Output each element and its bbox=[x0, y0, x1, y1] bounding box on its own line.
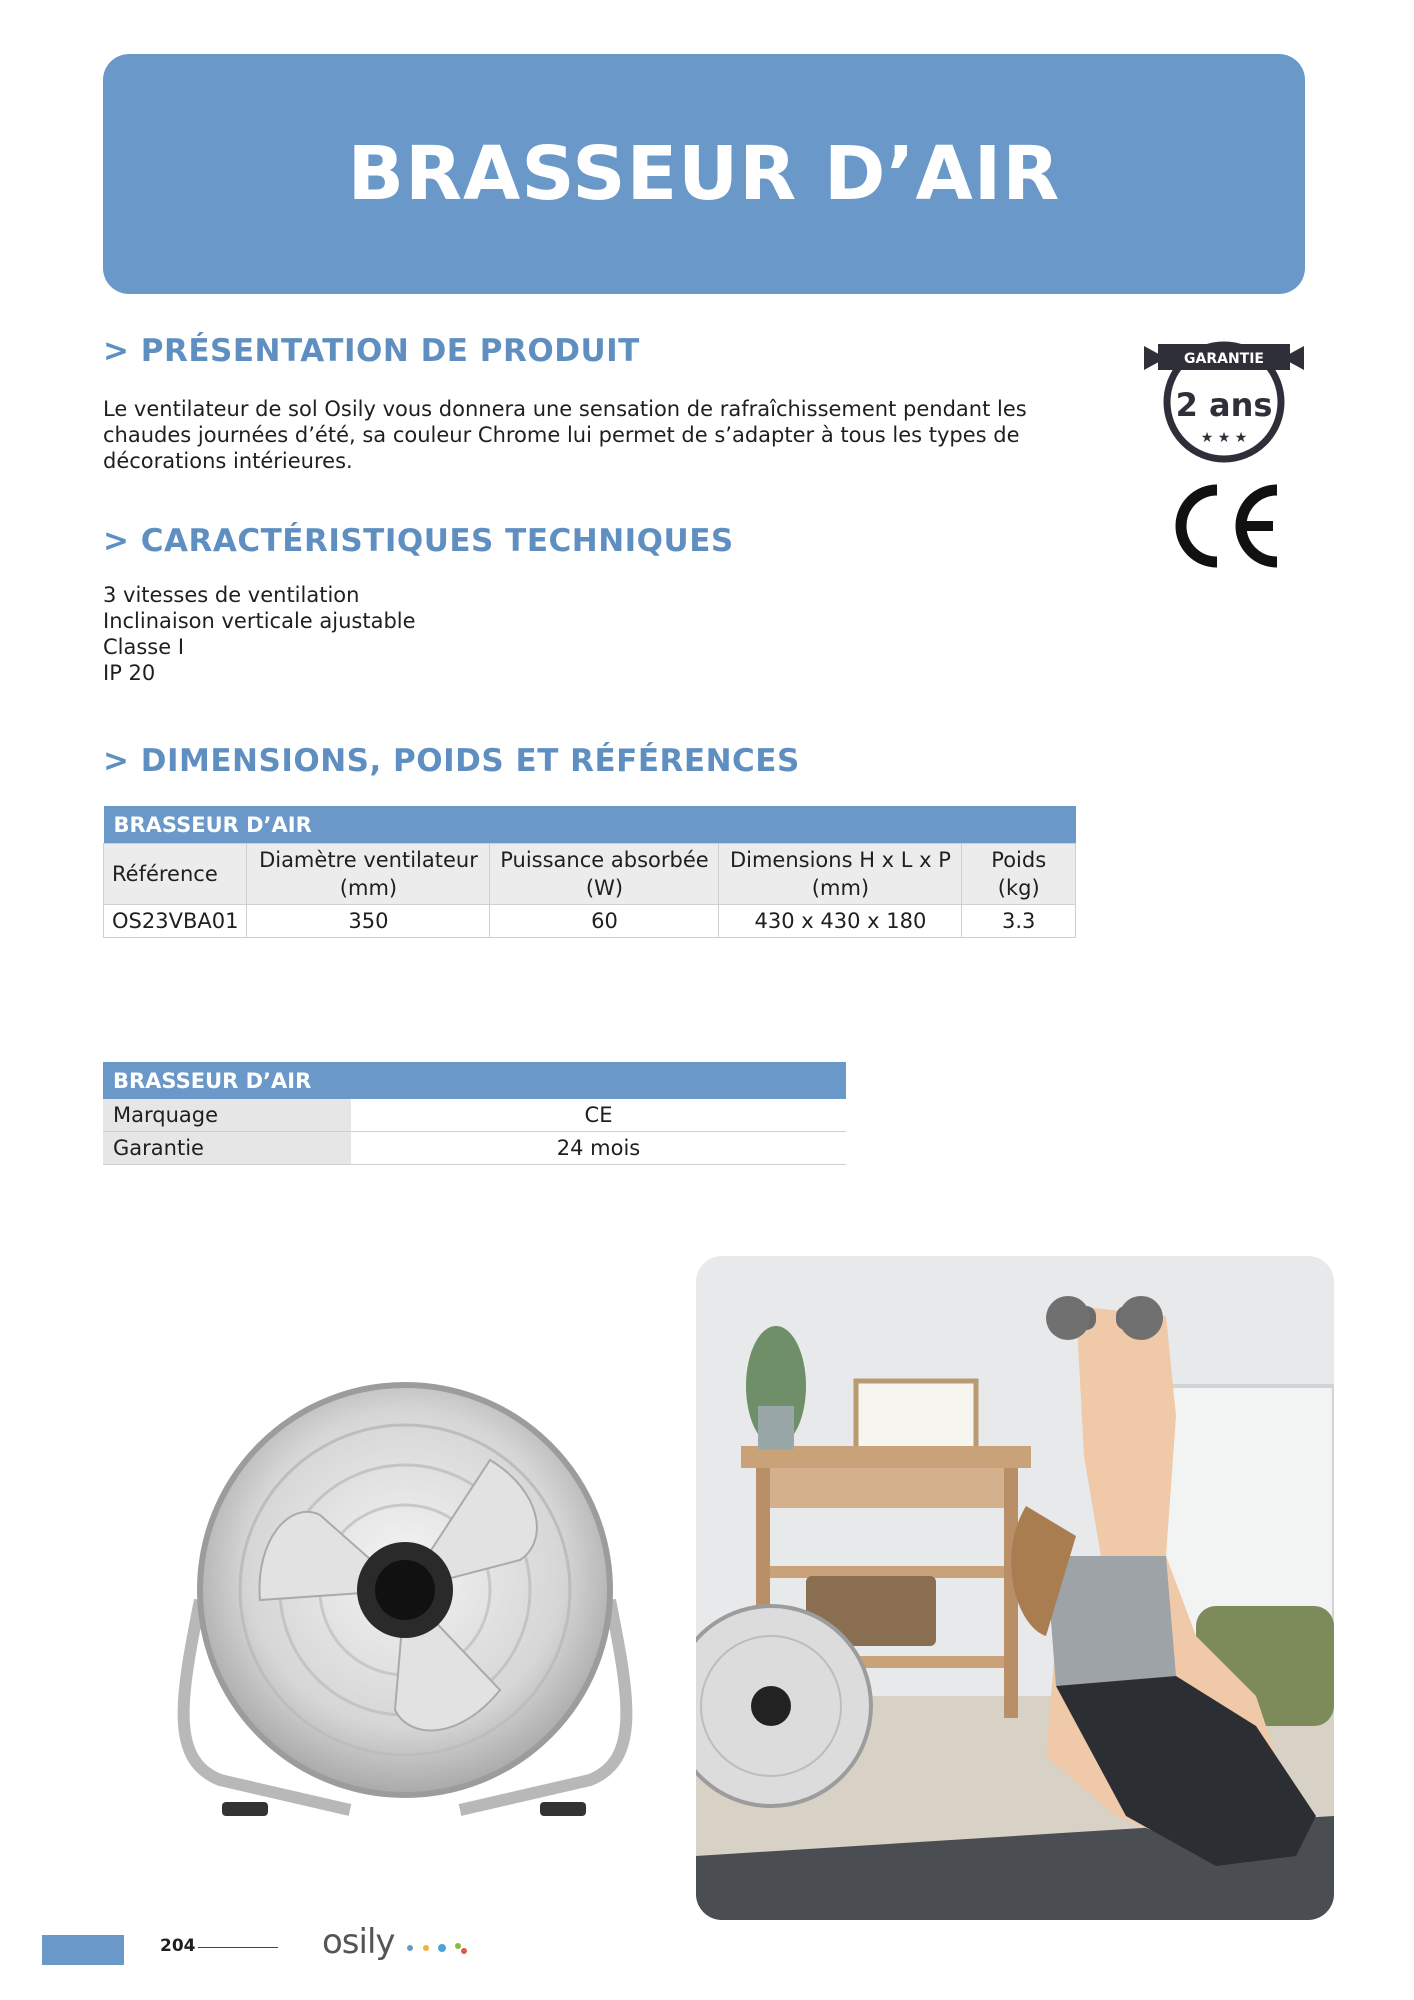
logo-dots-icon bbox=[400, 1938, 480, 1958]
section-title-presentation: > PRÉSENTATION DE PRODUIT bbox=[103, 333, 640, 369]
badge-value: 2 ans bbox=[1175, 386, 1273, 424]
footer-bar bbox=[42, 1935, 124, 1965]
brand-logo: osily bbox=[322, 1922, 395, 1962]
section-title-dimensions: > DIMENSIONS, POIDS ET RÉFÉRENCES bbox=[103, 743, 800, 779]
list-item: IP 20 bbox=[103, 661, 156, 685]
cell-value: 24 mois bbox=[351, 1132, 846, 1165]
dimensions-table bbox=[103, 806, 1076, 938]
fan-product-image bbox=[160, 1370, 650, 1840]
cell-reference: OS23VBA01 bbox=[104, 905, 247, 938]
cell-puissance: 60 bbox=[490, 905, 719, 938]
section-title-caracteristiques: > CARACTÉRISTIQUES TECHNIQUES bbox=[103, 523, 734, 559]
cell-value: CE bbox=[351, 1099, 846, 1132]
table-caption: BRASSEUR D’AIR bbox=[104, 806, 1076, 844]
cell-diametre: 350 bbox=[247, 905, 490, 938]
cell-key: Marquage bbox=[103, 1099, 351, 1132]
cell-poids: 3.3 bbox=[962, 905, 1076, 938]
presentation-text: Le ventilateur de sol Osily vous donnera une sensation de rafraîchissement pendant les chaudes journées d’été, sa couleur Chrome lui permet de s’adapter à tous les types de décorations intérieures. bbox=[103, 397, 1027, 473]
list-item: Inclinaison verticale ajustable bbox=[103, 609, 416, 633]
spec-list bbox=[103, 582, 416, 686]
table-caption: BRASSEUR D’AIR bbox=[103, 1062, 846, 1099]
title-banner bbox=[103, 54, 1305, 294]
lifestyle-photo bbox=[696, 1256, 1334, 1920]
header-reference: Référence bbox=[104, 844, 247, 905]
header-poids: Poids (kg) bbox=[962, 844, 1076, 905]
list-item: Classe I bbox=[103, 635, 185, 659]
cell-key: Garantie bbox=[103, 1132, 351, 1165]
marquage-table bbox=[103, 1062, 846, 1165]
list-item: 3 vitesses de ventilation bbox=[103, 583, 360, 607]
page-number: 204 bbox=[160, 1936, 196, 1956]
cell-dimensions: 430 x 430 x 180 bbox=[719, 905, 962, 938]
ce-mark-icon bbox=[1165, 478, 1285, 574]
header-dimensions: Dimensions H x L x P (mm) bbox=[719, 844, 962, 905]
svg-text:★ ★ ★: ★ ★ ★ bbox=[1200, 430, 1248, 446]
header-puissance: Puissance absorbée (W) bbox=[490, 844, 719, 905]
table-row bbox=[104, 905, 1076, 938]
header-diametre: Diamètre ventilateur (mm) bbox=[247, 844, 490, 905]
badge-label: GARANTIE bbox=[1184, 351, 1264, 367]
table-row bbox=[103, 1132, 846, 1165]
table-header-row bbox=[104, 844, 1076, 905]
table-row bbox=[103, 1099, 846, 1132]
page-title: BRASSEUR D’AIR bbox=[347, 131, 1061, 217]
warranty-badge-icon bbox=[1144, 334, 1304, 464]
footer-divider bbox=[198, 1947, 278, 1948]
